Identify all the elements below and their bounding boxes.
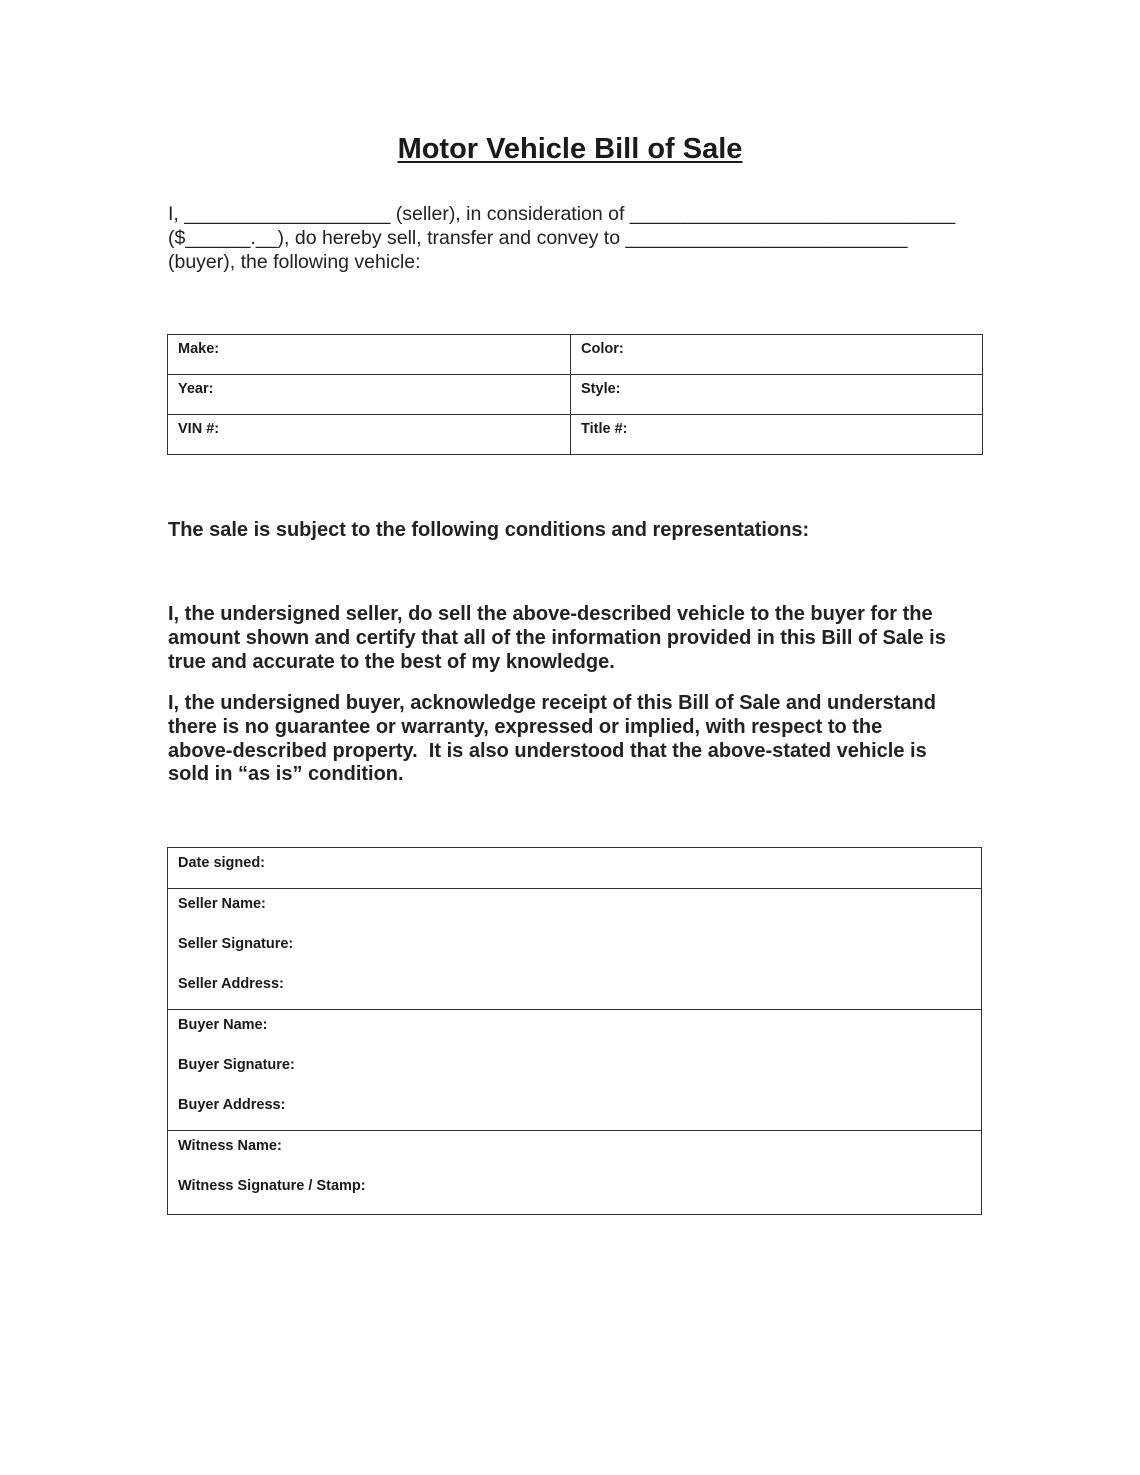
buyer-signature-field: Buyer Signature: bbox=[178, 1057, 295, 1073]
buyer-address-field: Buyer Address: bbox=[178, 1097, 286, 1113]
table-row bbox=[168, 848, 982, 889]
intro-line: I, ___________________ (seller), in consideration of ______________________________ bbox=[168, 203, 956, 225]
witness-section bbox=[168, 1131, 982, 1215]
seller-signature-field: Seller Signature: bbox=[178, 936, 294, 952]
statement-line: there is no guarantee or warranty, expressed or implied, with respect to the bbox=[168, 715, 883, 738]
buyer-name-field: Buyer Name: bbox=[178, 1017, 268, 1033]
color-field: Color: bbox=[571, 335, 983, 375]
seller-statement bbox=[168, 603, 988, 674]
vehicle-details-table bbox=[167, 334, 983, 455]
table-row bbox=[168, 1131, 982, 1215]
statement-line: I, the undersigned seller, do sell the above-described vehicle to the buyer for the bbox=[168, 603, 933, 625]
statement-line: sold in “as is” condition. bbox=[168, 763, 404, 786]
make-field: Make: bbox=[168, 335, 571, 375]
witness-signature-field: Witness Signature / Stamp: bbox=[178, 1178, 366, 1194]
title-number-field: Title #: bbox=[571, 415, 983, 455]
table-row bbox=[168, 1010, 982, 1131]
vin-field: VIN #: bbox=[168, 415, 571, 455]
signature-table bbox=[167, 847, 982, 1215]
table-row bbox=[168, 415, 983, 455]
intro-line: ($______.__), do hereby sell, transfer and convey to __________________________ bbox=[168, 227, 908, 249]
intro-line: (buyer), the following vehicle: bbox=[168, 251, 421, 273]
document-title: Motor Vehicle Bill of Sale bbox=[397, 133, 743, 165]
table-row bbox=[168, 375, 983, 415]
statement-line: I, the undersigned buyer, acknowledge receipt of this Bill of Sale and understand bbox=[168, 692, 936, 714]
seller-section bbox=[168, 889, 982, 1010]
seller-name-field: Seller Name: bbox=[178, 896, 266, 912]
buyer-statement bbox=[168, 692, 988, 787]
buyer-section bbox=[168, 1010, 982, 1131]
intro-paragraph bbox=[168, 202, 998, 274]
statement-line: amount shown and certify that all of the information provided in this Bill of Sale is bbox=[168, 626, 946, 649]
statement-line: above-described property. It is also understood that the above-stated vehicle is bbox=[168, 739, 927, 762]
statement-line: true and accurate to the best of my knowledge. bbox=[168, 650, 615, 673]
date-signed-field: Date signed: bbox=[168, 848, 982, 889]
table-row bbox=[168, 889, 982, 1010]
conditions-heading: The sale is subject to the following conditions and representations: bbox=[168, 519, 810, 541]
witness-name-field: Witness Name: bbox=[178, 1138, 282, 1154]
seller-address-field: Seller Address: bbox=[178, 976, 284, 992]
table-row bbox=[168, 335, 983, 375]
year-field: Year: bbox=[168, 375, 571, 415]
style-field: Style: bbox=[571, 375, 983, 415]
